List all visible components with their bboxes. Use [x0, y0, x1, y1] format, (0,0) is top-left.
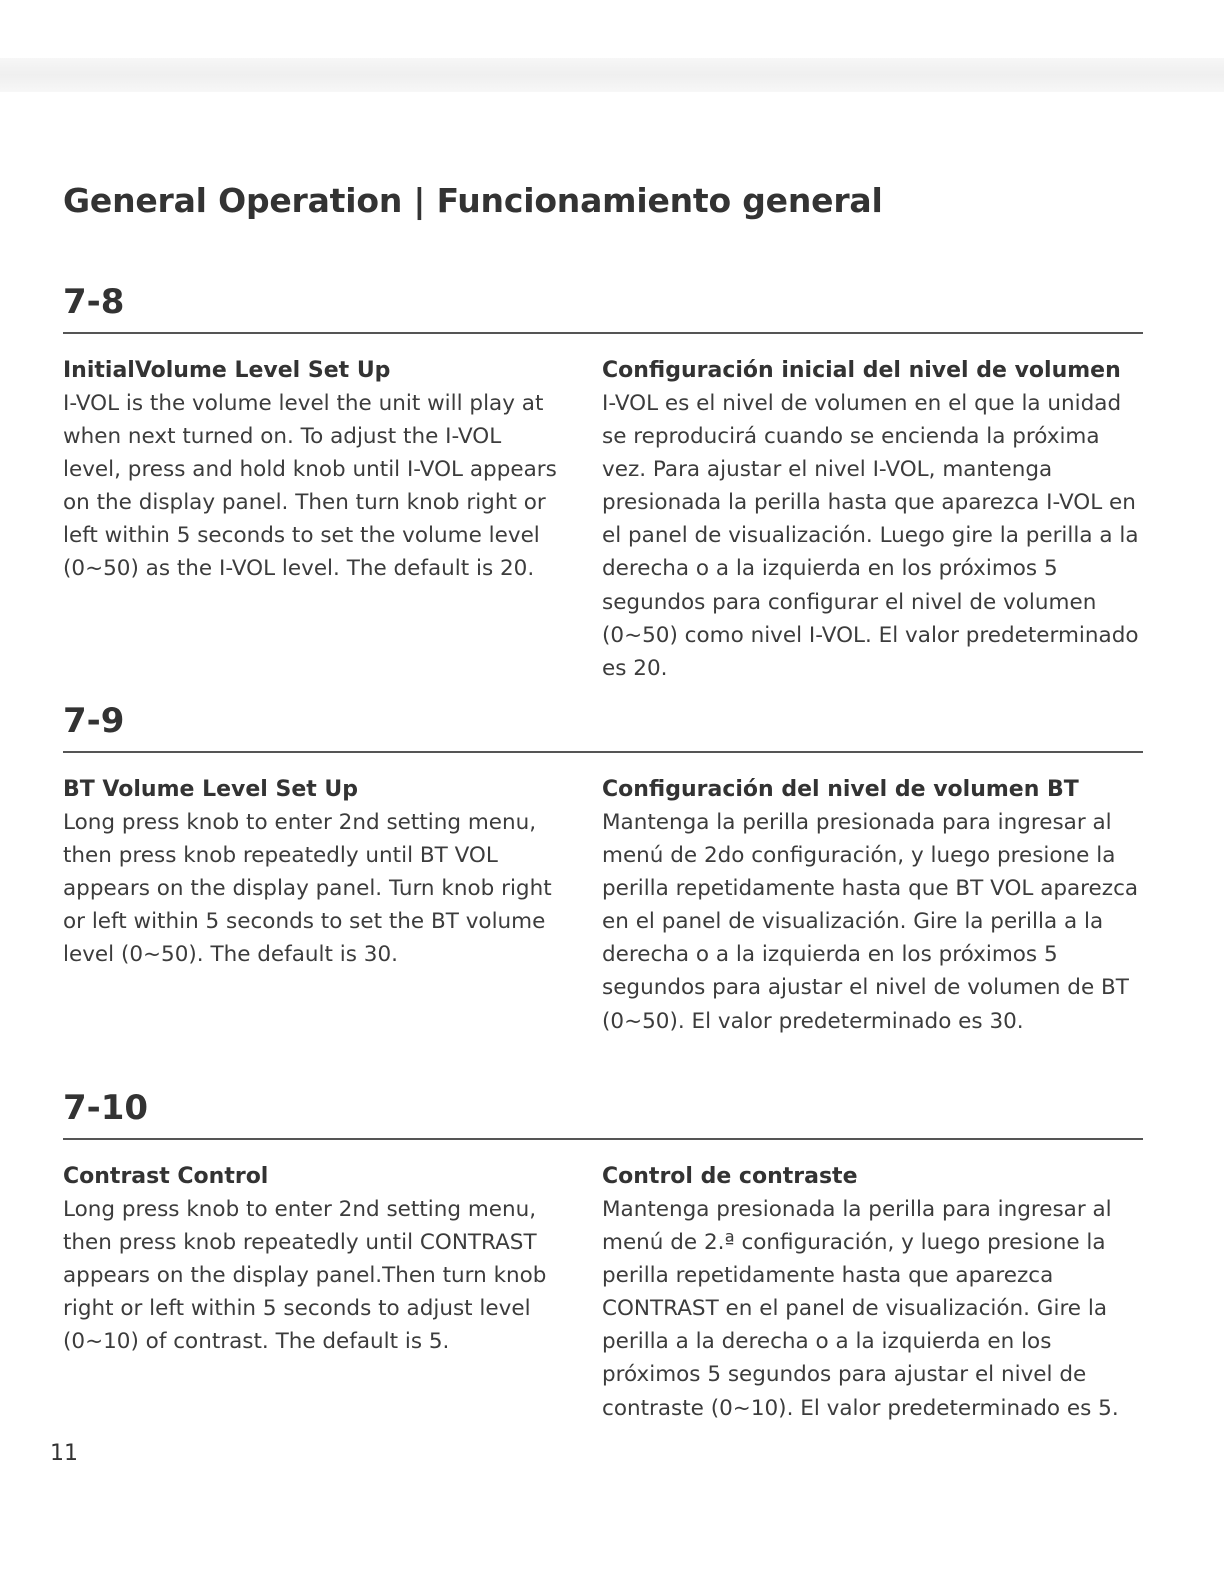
section-divider: [63, 1138, 1143, 1140]
spanish-body: I-VOL es el nivel de volumen en el que la unidad se reproducirá cuando se encienda la próxima vez. Para ajustar el nivel I-VOL, mantenga presionada la perilla hasta que aparezca I-VOL en el panel de visualización. Luego gire la perilla a la derecha o a la izquierda en los próximos 5 segundos para configurar el nivel de volumen (0~50) como nivel I-VOL. El valor predeterminado es 20.: [602, 391, 1139, 681]
section-number: 7-9: [63, 701, 125, 741]
spanish-column: [602, 354, 1147, 685]
english-body: I-VOL is the volume level the unit will play at when next turned on. To adjust the I-VOL level, press and hold knob until I-VOL appears on the display panel. Then turn knob right or left within 5 seconds to set the volume level (0~50) as the I-VOL level. The default is 20.: [63, 391, 557, 582]
spanish-column: [602, 773, 1147, 1038]
scan-band: [0, 58, 1224, 92]
english-heading: InitialVolume Level Set Up: [63, 358, 391, 383]
english-heading: Contrast Control: [63, 1164, 269, 1189]
spanish-heading: Control de contraste: [602, 1164, 858, 1189]
page-title: General Operation | Funcionamiento general: [63, 181, 883, 220]
page-number: 11: [50, 1441, 78, 1466]
english-heading: BT Volume Level Set Up: [63, 777, 359, 802]
section-number: 7-8: [63, 282, 125, 322]
spanish-heading: Configuración del nivel de volumen BT: [602, 777, 1079, 802]
english-column: [63, 354, 563, 586]
spanish-heading: Configuración inicial del nivel de volumen: [602, 358, 1121, 383]
spanish-body: Mantenga presionada la perilla para ingresar al menú de 2.ª configuración, y luego presione la perilla repetidamente hasta que aparezca CONTRAST en el panel de visualización. Gire la perilla a la derecha o a la izquierda en los próximos 5 segundos para ajustar el nivel de contraste (0~10). El valor predeterminado es 5.: [602, 1197, 1119, 1421]
section-number: 7-10: [63, 1088, 149, 1128]
spanish-body: Mantenga la perilla presionada para ingresar al menú de 2do configuración, y luego presione la perilla repetidamente hasta que BT VOL aparezca en el panel de visualización. Gire la perilla a la derecha o a la izquierda en los próximos 5 segundos para ajustar el nivel de volumen de BT (0~50). El valor predeterminado es 30.: [602, 810, 1139, 1034]
english-column: [63, 1160, 563, 1358]
english-body: Long press knob to enter 2nd setting menu, then press knob repeatedly until CONTRAST appears on the display panel.Then turn knob right or left within 5 seconds to adjust level (0~10) of contrast. The default is 5.: [63, 1197, 547, 1355]
section-divider: [63, 332, 1143, 334]
english-column: [63, 773, 563, 971]
spanish-column: [602, 1160, 1147, 1425]
section-divider: [63, 751, 1143, 753]
english-body: Long press knob to enter 2nd setting menu, then press knob repeatedly until BT VOL appears on the display panel. Turn knob right or left within 5 seconds to set the BT volume level (0~50). The default is 30.: [63, 810, 552, 968]
